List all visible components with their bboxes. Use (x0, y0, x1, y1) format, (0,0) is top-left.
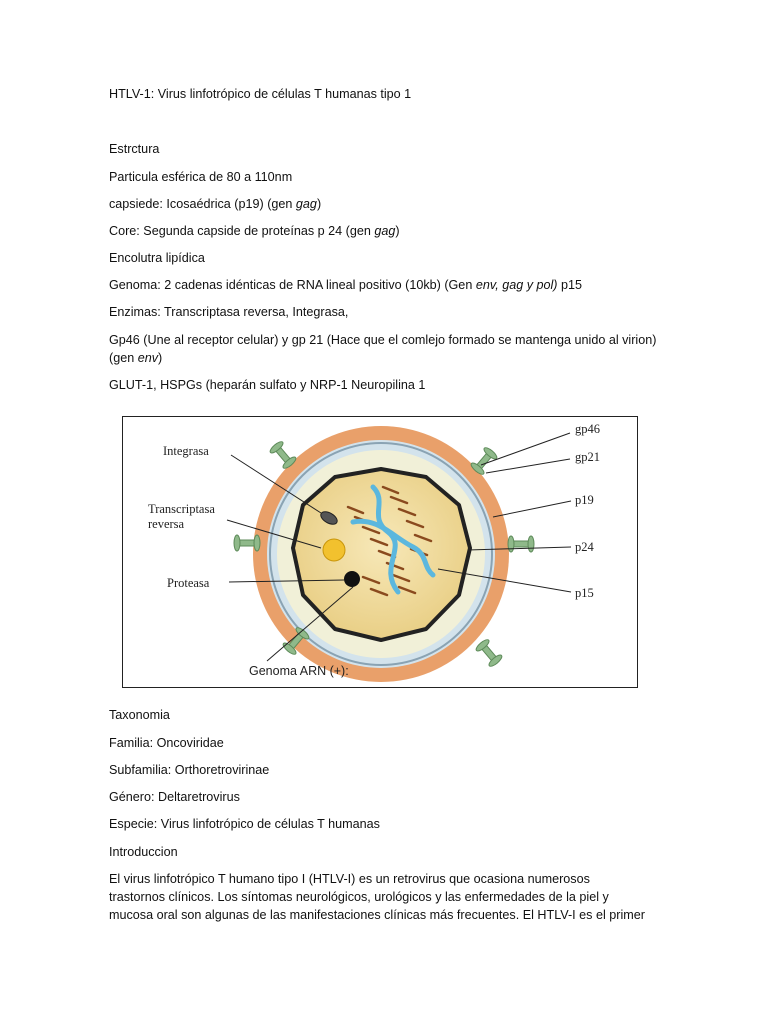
structure-receptors: GLUT-1, HSPGs (heparán sulfato y NRP-1 Neuropilina 1 (109, 378, 426, 392)
proteasa-enzyme (344, 571, 360, 587)
taxonomy-genus: Género: Deltaretrovirus (109, 790, 240, 804)
structure-glycoproteins: Gp46 (Une al receptor celular) y gp 21 (Hace que el comlejo formado se mantenga unido al virion) (gen env) (109, 333, 657, 365)
intro-paragraph-line-2: trastornos clínicos. Los síntomas neurológicos, urológicos y las enfermedades de la piel y (109, 890, 609, 904)
document-title: HTLV-1: Virus linfotrópico de células T humanas tipo 1 (109, 87, 412, 101)
label-transcriptasa: Transcriptasa (148, 502, 215, 516)
intro-paragraph-line-1: El virus linfotrópico T humano tipo I (HTLV-I) es un retrovirus que ocasiona numerosos (109, 872, 590, 886)
structure-envelope: Encolutra lipídica (109, 251, 205, 265)
label-p15: p15 (575, 586, 594, 600)
virus-diagram (122, 416, 638, 688)
label-integrasa: Integrasa (163, 444, 209, 458)
structure-heading: Estrctura (109, 142, 160, 156)
taxonomy-subfamily: Subfamilia: Orthoretrovirinae (109, 763, 270, 777)
intro-paragraph-line-3: mucosa oral son algunas de las manifestaciones clínicas más frecuentes. El HTLV-I es el primer (109, 908, 645, 922)
taxonomy-heading: Taxonomia (109, 708, 170, 722)
taxonomy-family: Familia: Oncoviridae (109, 736, 224, 750)
label-reversa: reversa (148, 517, 185, 531)
label-genoma: Genoma ARN (+): (249, 664, 349, 678)
label-p19: p19 (575, 493, 594, 507)
taxonomy-species: Especie: Virus linfotrópico de células T humanas (109, 817, 380, 831)
structure-genome: Genoma: 2 cadenas idénticas de RNA lineal positivo (10kb) (Gen env, gag y pol) p15 (109, 278, 583, 292)
label-gp21: gp21 (575, 450, 600, 464)
label-proteasa: Proteasa (167, 576, 210, 590)
intro-heading: Introduccion (109, 845, 178, 859)
structure-core: Core: Segunda capside de proteínas p 24 (gen gag) (109, 224, 400, 238)
structure-particle: Particula esférica de 80 a 110nm (109, 170, 293, 184)
label-p24: p24 (575, 540, 594, 554)
structure-capsid: capsiede: Icosaédrica (p19) (gen gag) (109, 197, 322, 211)
label-gp46: gp46 (575, 422, 600, 436)
structure-enzymes: Enzimas: Transcriptasa reversa, Integrasa, (109, 305, 349, 319)
transcriptasa-enzyme (323, 539, 345, 561)
